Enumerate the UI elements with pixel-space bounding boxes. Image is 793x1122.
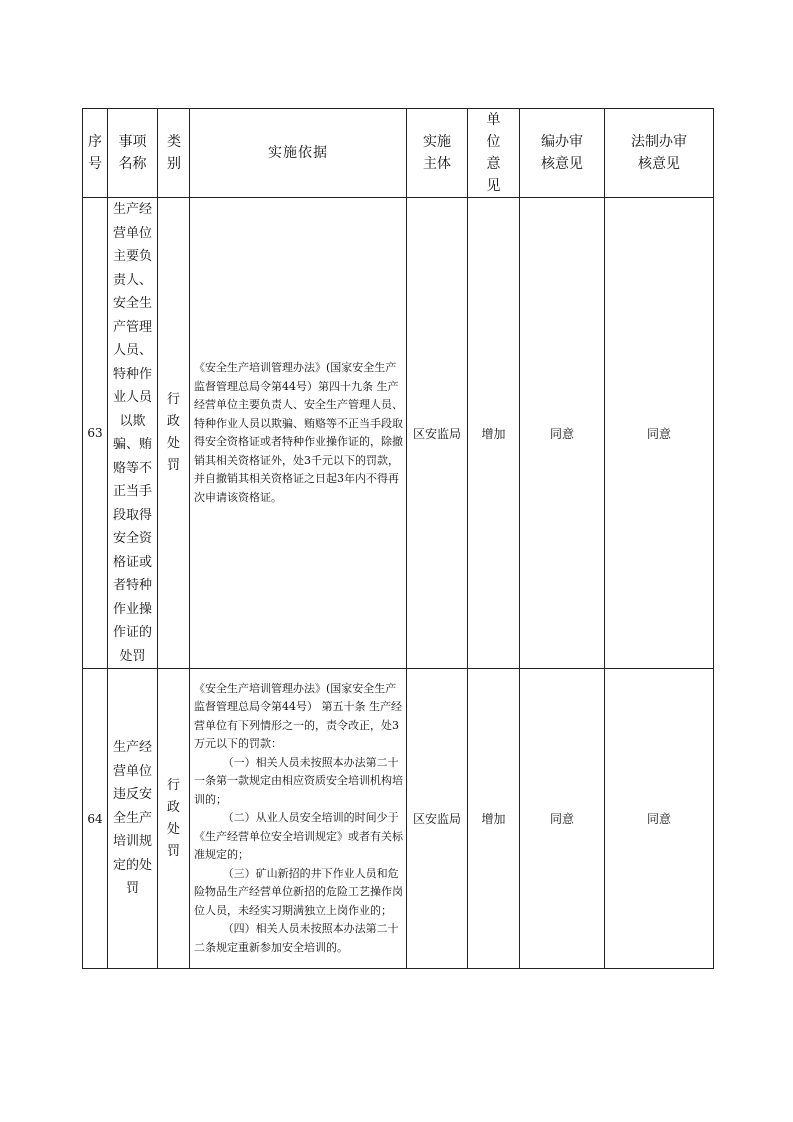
header-category: 类别 — [158, 109, 190, 198]
header-staff-opinion: 编办审核意见 — [520, 109, 605, 198]
row-subject: 区安监局 — [407, 669, 468, 969]
table-row — [83, 198, 714, 669]
basis-paragraph: 《安全生产培训管理办法》(国家安全生产监督管理总局令第44号） 第五十条 生产经营单位有下列情形之一的，责令改正，处3万元以下的罚款： — [194, 681, 402, 751]
basis-item: （一）相关人员未按照本办法第二十一条第一款规定由相应资质安全培训机构培训的； — [194, 755, 403, 806]
row-subject: 区安监局 — [407, 198, 468, 669]
row-basis — [190, 669, 407, 969]
row-unit-opinion: 增加 — [468, 669, 520, 969]
row-basis — [190, 198, 407, 669]
header-name: 事项名称 — [108, 109, 158, 198]
row-category: 行政处罚 — [158, 198, 190, 669]
row-legal-opinion: 同意 — [605, 198, 714, 669]
row-category: 行政处罚 — [158, 669, 190, 969]
basis-item: （三）矿山新招的井下作业人员和危险物品生产经营单位新招的危险工艺操作岗位人员，未经实习期满独立上岗作业的； — [194, 866, 403, 917]
header-unit-opinion: 单位意见 — [468, 109, 520, 198]
row-staff-opinion: 同意 — [520, 198, 605, 669]
basis-item: （二）从业人员安全培训的时间少于《生产经营单位安全培训规定》或者有关标准规定的； — [194, 811, 403, 862]
basis-item: （四）相关人员未按照本办法第二十二条规定重新参加安全培训的。 — [194, 922, 399, 954]
basis-paragraph: 《安全生产培训管理办法》(国家安全生产监督管理总局令第44号）第四十九条 生产经营单位主要负责人、安全生产管理人员、特种作业人员以欺骗、贿赂等不正当手段取得安全资格证或者特种作业操作证的，除撤销其相关资格证外，处3千元以下的罚款，并自撤销其相关资格证之日起3年内不得再次申请该资格证。 — [194, 361, 403, 504]
row-name: 生产经营单位主要负责人、安全生产管理人员、特种作业人员以欺骗、贿赂等不正当手段取得安全资格证或者特种作业操作证的处罚 — [108, 198, 158, 669]
matters-table — [82, 108, 714, 969]
header-seq: 序号 — [83, 109, 108, 198]
row-seq: 63 — [83, 198, 108, 669]
table-row — [83, 669, 714, 969]
row-name: 生产经营单位违反安全生产培训规定的处罚 — [108, 669, 158, 969]
header-subject: 实施主体 — [407, 109, 468, 198]
row-unit-opinion: 增加 — [468, 198, 520, 669]
row-seq: 64 — [83, 669, 108, 969]
header-legal-opinion: 法制办审核意见 — [605, 109, 714, 198]
header-basis: 实施依据 — [190, 109, 407, 198]
row-staff-opinion: 同意 — [520, 669, 605, 969]
header-row — [83, 109, 714, 198]
row-legal-opinion: 同意 — [605, 669, 714, 969]
